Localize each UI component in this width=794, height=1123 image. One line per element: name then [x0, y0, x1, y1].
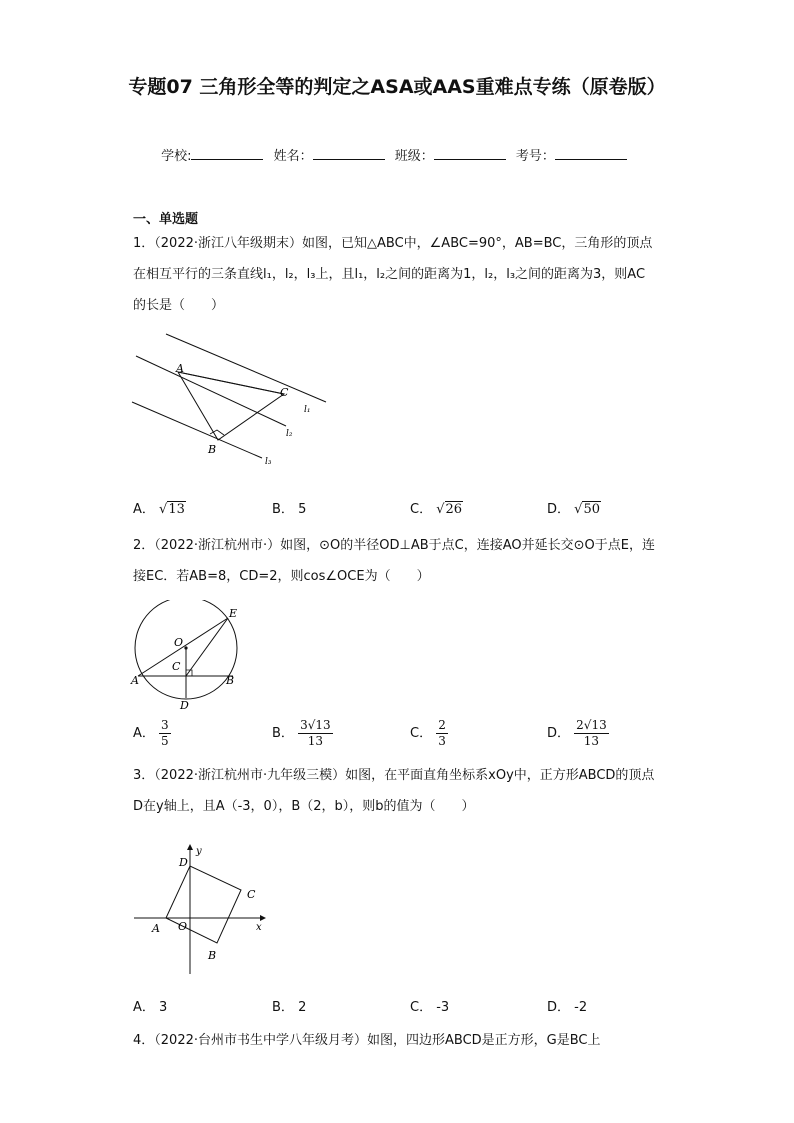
- label-b: B: [226, 674, 235, 687]
- option-value: -3: [436, 1000, 450, 1015]
- school-label: 学校:: [161, 149, 192, 164]
- question-number: 3．: [133, 768, 155, 783]
- option-letter: A．: [133, 1000, 155, 1015]
- question-number: 2．: [133, 538, 155, 553]
- label-c: C: [280, 386, 289, 399]
- exam-no-blank: [555, 147, 627, 160]
- question-source: （2022·浙江八年级期末）: [154, 236, 302, 251]
- option-letter: D．: [547, 502, 571, 517]
- label-b: B: [208, 443, 217, 456]
- option-d[interactable]: [547, 996, 587, 1015]
- question-number: 4．: [133, 1033, 155, 1048]
- figure-q3: [128, 842, 273, 977]
- option-value: 26: [445, 502, 463, 517]
- triangle-abc: [178, 372, 284, 440]
- label-d: D: [179, 856, 188, 869]
- question-3: [133, 760, 657, 822]
- question-text: 如图，已知△ABC中，∠ABC=90°，AB=BC，三角形的顶点在相互平行的三条直线l₁，l₂，l₃上，且l₁，l₂之间的距离为1，l₂，l₃之间的距离为3，则AC的长是（ ）: [133, 236, 653, 313]
- label-x: x: [256, 922, 262, 933]
- fraction-numerator: 2: [438, 718, 446, 732]
- question-source: （2022·浙江杭州市·九年级三模）: [154, 768, 346, 783]
- label-o: O: [174, 636, 184, 649]
- class-label: 班级：: [394, 149, 434, 164]
- figure-q2: [128, 600, 258, 715]
- label-o: O: [178, 920, 188, 933]
- option-a[interactable]: A． √13: [133, 502, 185, 517]
- label-l2: l₂: [286, 429, 293, 439]
- option-c[interactable]: [410, 718, 448, 749]
- name-blank: [313, 147, 385, 160]
- class-blank: [434, 147, 506, 160]
- fraction-denominator: 5: [161, 734, 169, 748]
- x-axis-arrow: [260, 915, 266, 921]
- option-letter: D．: [547, 1000, 571, 1015]
- label-l3: l₃: [265, 457, 272, 467]
- option-value: -2: [574, 1000, 588, 1015]
- label-c: C: [247, 888, 256, 901]
- option-value: 50: [583, 502, 600, 517]
- name-label: 姓名：: [273, 149, 313, 164]
- label-a: A: [131, 674, 139, 687]
- section-heading: 一、单选题: [133, 212, 199, 227]
- fraction-numerator: 2√13: [576, 718, 607, 732]
- option-value: 2: [298, 1000, 307, 1015]
- question-text: 如图，四边形ABCD是正方形，G是BC上: [367, 1033, 601, 1048]
- school-blank: [191, 147, 263, 160]
- option-letter: B．: [272, 1000, 294, 1015]
- option-b[interactable]: [272, 996, 306, 1015]
- segment-ce: [186, 618, 228, 676]
- label-e: E: [229, 607, 238, 620]
- option-letter: A．: [133, 502, 155, 517]
- fraction-denominator: 13: [583, 734, 600, 748]
- option-b[interactable]: [272, 498, 306, 517]
- page-title: 专题07 三角形全等的判定之ASA或AAS重难点专练（原卷版）: [128, 76, 666, 98]
- question-text: 如图，⊙O的半径OD⊥AB于点C，连接AO并延长交⊙O于点E，连接EC．若AB=8，CD=2，则cos∠OCE为（ ）: [133, 538, 655, 584]
- line-l2: [136, 356, 286, 426]
- question-2: [133, 530, 657, 592]
- question-4: [133, 1025, 657, 1056]
- option-letter: C．: [410, 726, 433, 741]
- figure-q1: [128, 330, 328, 470]
- option-letter: B．: [272, 502, 294, 517]
- option-a[interactable]: [133, 718, 171, 749]
- label-b: B: [208, 949, 217, 962]
- option-letter: B．: [272, 726, 294, 741]
- fraction-numerator: 3: [161, 718, 169, 732]
- option-c[interactable]: [410, 996, 449, 1015]
- option-letter: C．: [410, 1000, 433, 1015]
- option-value: 13: [168, 502, 185, 517]
- center-point: [184, 646, 187, 649]
- fraction-denominator: 3: [438, 734, 446, 748]
- option-letter: C．: [410, 502, 433, 517]
- option-letter: D．: [547, 726, 571, 741]
- question-source: （2022·台州市书生中学八年级月考）: [154, 1033, 367, 1048]
- line-l3: [132, 402, 262, 458]
- label-l1: l₁: [304, 405, 311, 415]
- fraction-numerator: 3√13: [300, 718, 331, 732]
- option-d[interactable]: [547, 718, 609, 749]
- question-text: 如图，在平面直角坐标系xOy中，正方形ABCD的顶点D在y轴上，且A（-3，0），B（2，b），则b的值为（ ）: [133, 768, 655, 814]
- option-value: 5: [298, 502, 307, 517]
- option-d[interactable]: D． √50: [547, 502, 600, 517]
- student-info-line: [0, 145, 794, 164]
- question-source: （2022·浙江杭州市·）: [154, 538, 281, 553]
- option-value: 3: [159, 1000, 168, 1015]
- option-c[interactable]: C． √26: [410, 502, 463, 517]
- label-c: C: [172, 660, 181, 673]
- option-letter: A．: [133, 726, 155, 741]
- question-number: 1．: [133, 236, 155, 251]
- option-a[interactable]: [133, 996, 167, 1015]
- y-axis-arrow: [187, 844, 193, 850]
- label-d: D: [180, 699, 189, 712]
- exam-no-label: 考号：: [515, 149, 555, 164]
- fraction-denominator: 13: [307, 734, 323, 748]
- question-1: [133, 228, 657, 321]
- label-y: y: [196, 846, 202, 857]
- option-b[interactable]: [272, 718, 333, 749]
- label-a: A: [176, 362, 184, 375]
- label-a: A: [152, 922, 160, 935]
